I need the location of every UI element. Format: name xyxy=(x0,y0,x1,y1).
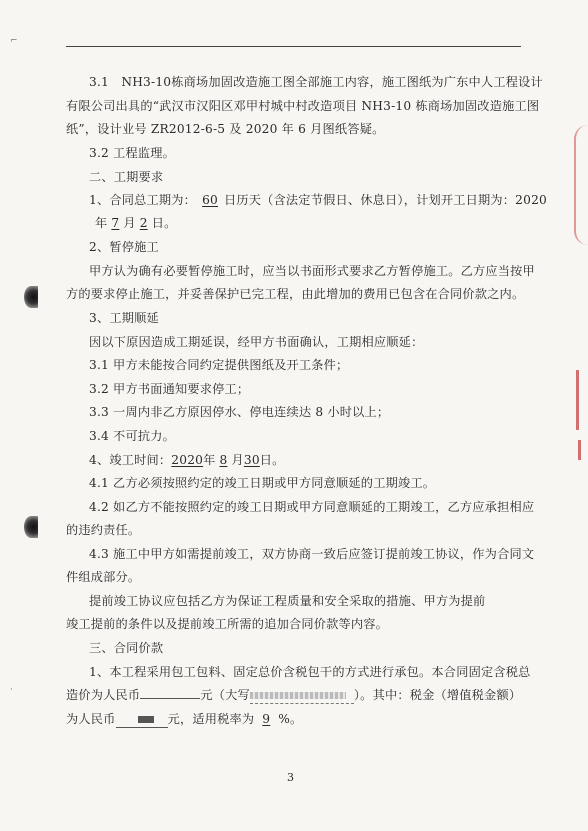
text-line: 纸”，设计业号 ZR2012-6-5 及 2020 年 6 月图纸答疑。 xyxy=(66,122,385,136)
total-duration-value: 60 xyxy=(202,193,218,207)
text-segment: 4、竣工时间： xyxy=(89,453,172,467)
text-line xyxy=(89,192,547,208)
section-heading: 三、合同价款 xyxy=(89,641,164,655)
text-segment: 日。 xyxy=(259,453,285,467)
text-line: 3.2 工程监理。 xyxy=(89,146,175,160)
start-day-value: 2 xyxy=(139,216,148,230)
text-line xyxy=(89,452,285,468)
section-heading: 二、工期要求 xyxy=(89,170,164,184)
text-segment: 年 xyxy=(95,216,108,230)
text-line: 3.4 不可抗力。 xyxy=(89,429,175,443)
text-segment: 为人民币 xyxy=(66,712,116,726)
text-segment: 年 xyxy=(203,453,216,467)
text-segment: ）。其中：税金（增值税金额） xyxy=(353,688,522,702)
seal-stamp-edge xyxy=(574,125,588,245)
redaction xyxy=(250,692,346,699)
text-line: 因以下原因造成工期延误，经甲方书面确认，工期相应顺延： xyxy=(89,335,424,349)
amount-words-blank xyxy=(250,687,354,704)
header-rule xyxy=(66,46,521,47)
text-line: 3.3 一周内非乙方原因停水、停电连续达 8 小时以上； xyxy=(89,405,390,419)
text-line: 甲方认为确有必要暂停施工时，应当以书面形式要求乙方暂停施工。乙方应当按甲 xyxy=(89,264,535,278)
text-segment: 日。 xyxy=(151,216,177,230)
text-segment: 元，适用税率为 xyxy=(167,712,255,726)
seal-stamp-mark xyxy=(578,440,588,460)
text-line xyxy=(95,215,177,231)
text-line: 3.2 甲方书面通知要求停工； xyxy=(89,382,250,396)
text-line xyxy=(66,711,302,728)
text-line: 4.2 如乙方不能按照约定的竣工日期或甲方同意顺延的工期竣工，乙方应承担相应 xyxy=(89,500,535,514)
text-line: 3.1 NH3-10栋商场加固改造施工图全部施工内容，施工图纸为广东中人工程设计 xyxy=(89,75,543,89)
text-line: 1、本工程采用包工包料、固定总价含税包干的方式进行承包。本合同固定含税总 xyxy=(89,665,531,679)
redaction xyxy=(138,716,154,723)
text-segment: 造价为人民币 xyxy=(66,688,141,702)
completion-day-value: 30 xyxy=(243,453,260,467)
text-segment: 日历天（含法定节假日、休息日），计划开工日期为：2020 xyxy=(223,193,548,207)
scan-mark: ⌐ xyxy=(10,36,18,46)
text-line: 的违约责任。 xyxy=(66,523,141,537)
text-line: 方的要求停止施工，并妥善保护已完工程，由此增加的费用已包含在合同价款之内。 xyxy=(66,287,525,301)
text-line: 竣工提前的条件以及提前竣工所需的追加合同价款等内容。 xyxy=(66,617,389,631)
text-line: 件组成部分。 xyxy=(66,570,141,584)
text-line: 有限公司出具的“武汉市汉阳区邓甲村城中村改造项目 NH3-10 栋商场加固改造施工图 xyxy=(66,99,540,113)
seal-stamp-mark xyxy=(576,370,588,430)
start-month-value: 7 xyxy=(111,216,120,230)
text-segment: 1、合同总工期为： xyxy=(89,193,197,207)
completion-month-value: 8 xyxy=(219,453,228,467)
text-line: 3、工期顺延 xyxy=(89,311,159,325)
text-line: 2、暂停施工 xyxy=(89,240,159,254)
text-segment: %。 xyxy=(278,712,303,726)
text-line: 3.1 甲方未能按合同约定提供图纸及开工条件； xyxy=(89,358,349,372)
text-segment: 元（大写 xyxy=(200,688,250,702)
text-line: 4.3 施工中甲方如需提前竣工，双方协商一致后应签订提前竣工协议，作为合同文 xyxy=(89,547,535,561)
binder-hole xyxy=(24,516,38,538)
tax-rate-value: 9 xyxy=(262,712,271,726)
binder-hole xyxy=(24,286,38,308)
text-line: 4.1 乙方必须按照约定的竣工日期或甲方同意顺延的工期竣工。 xyxy=(89,476,436,490)
text-segment: 月 xyxy=(231,453,244,467)
text-segment: 月 xyxy=(123,216,136,230)
text-line xyxy=(66,687,521,704)
page-number: 3 xyxy=(287,771,294,784)
completion-year-value: 2020 xyxy=(171,453,204,467)
scan-mark: · xyxy=(10,685,13,695)
text-line: 提前竣工协议应包括乙方为保证工程质量和安全采取的措施、甲方为提前 xyxy=(89,594,486,608)
tax-amount-blank xyxy=(116,711,168,728)
amount-blank xyxy=(140,698,200,699)
